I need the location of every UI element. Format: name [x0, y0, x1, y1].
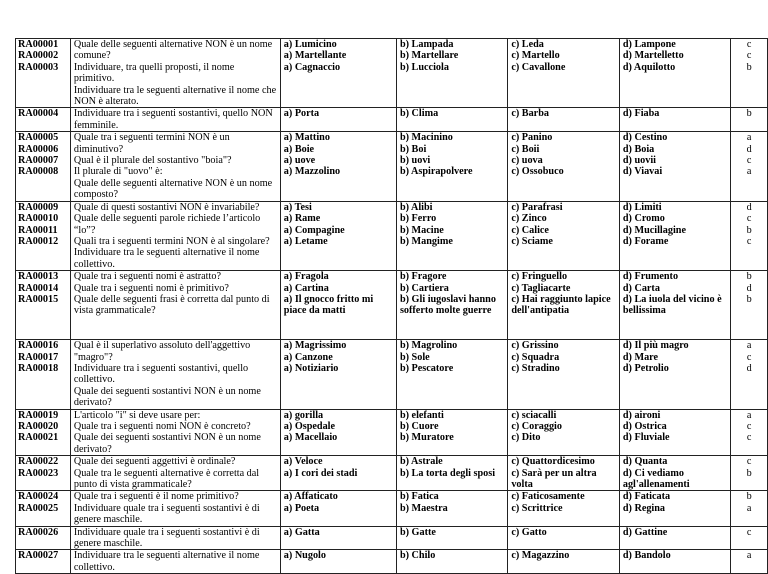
option-d: d) Faticata — [622, 491, 671, 503]
option-b-cell — [396, 550, 507, 574]
question-text: Quali tra i seguenti termini NON è al singolare? — [73, 235, 270, 247]
question-text-cell — [70, 271, 280, 340]
option-d: d) Bandolo — [622, 550, 671, 562]
answer-key: a — [746, 502, 752, 514]
option-a: a) Cagnaccio — [283, 61, 341, 73]
answer-key-cell — [731, 456, 768, 491]
option-b-cell — [396, 340, 507, 409]
question-group-row — [16, 201, 768, 270]
option-c-cell — [508, 550, 620, 574]
option-a: a) uove — [283, 155, 316, 167]
option-d: d) Mare — [622, 351, 659, 363]
question-text: Individuare tra le seguenti alternative il nome collettivo. — [73, 247, 260, 270]
option-c: c) Boii — [511, 143, 540, 155]
option-a-cell — [280, 550, 396, 574]
question-group-row — [16, 108, 768, 132]
option-a: a) Nugolo — [283, 550, 326, 562]
option-c-cell — [508, 108, 620, 132]
question-text: Quale tra i seguenti nomi è astratto? — [73, 271, 221, 283]
option-a: a) Letame — [283, 235, 328, 247]
option-d: d) Cromo — [622, 213, 665, 225]
answer-key: a — [746, 550, 752, 562]
option-d: d) Martelletto — [622, 50, 684, 62]
answer-key: a — [746, 166, 752, 178]
option-a-cell — [280, 340, 396, 409]
question-text: Quale tra i seguenti nomi NON è concreto? — [73, 420, 251, 432]
option-d: d) Frumento — [622, 271, 679, 283]
answer-key: c — [746, 213, 752, 225]
option-a: a) gorilla — [283, 409, 324, 421]
option-b: b) Magrolino — [399, 340, 458, 352]
question-code: RA00018 — [18, 362, 59, 374]
question-code-cell — [16, 526, 71, 550]
option-c: c) Zinco — [511, 213, 547, 225]
option-a: a) Gatta — [283, 526, 320, 538]
question-code: RA00015 — [18, 293, 59, 305]
option-a-cell — [280, 271, 396, 340]
option-c: c) uova — [511, 155, 543, 167]
question-text: Quale delle seguenti alternative NON è un nome comune? — [73, 39, 273, 62]
question-text-cell — [70, 456, 280, 491]
option-b-cell — [396, 132, 507, 201]
answer-key: b — [746, 271, 752, 283]
answer-key: c — [746, 235, 752, 247]
option-a: a) I cori dei stadi — [283, 467, 358, 479]
option-c: c) Cavallone — [511, 61, 566, 73]
question-text: Quale dei seguenti sostantivi NON è un nome derivato? — [73, 432, 261, 455]
question-text: Individuare tra le seguenti alternative il nome collettivo. — [73, 550, 260, 573]
option-d: d) Gattine — [622, 526, 668, 538]
question-code: RA00019 — [18, 409, 59, 421]
option-d-cell — [619, 409, 730, 456]
option-b-cell — [396, 491, 507, 526]
answer-key: a — [746, 409, 752, 421]
option-b: b) Macinino — [399, 132, 453, 144]
option-c: c) Stradino — [511, 362, 560, 374]
question-text: Quale delle seguenti frasi è corretta dal punto di vista grammaticale? — [73, 293, 270, 317]
question-code-cell — [16, 271, 71, 340]
question-code-cell — [16, 132, 71, 201]
option-d-cell — [619, 550, 730, 574]
answer-key-cell — [731, 108, 768, 132]
question-code: RA00025 — [18, 502, 59, 514]
question-text: Il plurale di "uovo" è: — [73, 166, 163, 178]
option-c: c) sciacalli — [511, 409, 557, 421]
answer-key-cell — [731, 340, 768, 409]
answer-key: c — [746, 420, 752, 432]
answer-key: a — [746, 132, 752, 144]
option-b: b) Maestra — [399, 502, 448, 514]
option-d: d) Limiti — [622, 201, 662, 213]
question-code: RA00009 — [18, 201, 59, 213]
question-text-cell — [70, 409, 280, 456]
option-d: d) Forame — [622, 235, 669, 247]
answer-key-cell — [731, 201, 768, 270]
option-c-cell — [508, 132, 620, 201]
option-a-cell — [280, 132, 396, 201]
option-a-cell — [280, 39, 396, 108]
option-b: b) Sole — [399, 351, 430, 363]
answer-key: c — [746, 155, 752, 167]
option-d: d) Boia — [622, 143, 655, 155]
option-d: d) uovii — [622, 155, 656, 167]
question-code-cell — [16, 39, 71, 108]
question-text: Individuare, tra quelli proposti, il nome primitivo. — [73, 61, 235, 85]
option-b-cell — [396, 456, 507, 491]
option-c-cell — [508, 201, 620, 270]
question-code-cell — [16, 340, 71, 409]
question-code: RA00006 — [18, 143, 59, 155]
question-text-cell — [70, 550, 280, 574]
question-text-cell — [70, 201, 280, 270]
question-code: RA00021 — [18, 432, 59, 444]
question-code-cell — [16, 201, 71, 270]
question-code: RA00004 — [18, 108, 59, 120]
option-c: c) Faticosamente — [511, 491, 585, 503]
option-b: b) Muratore — [399, 432, 454, 444]
option-a: a) Lumicino — [283, 39, 337, 50]
question-code: RA00001 — [18, 39, 59, 50]
answer-key-cell — [731, 271, 768, 340]
option-b: b) Macine — [399, 224, 444, 236]
question-code-cell — [16, 409, 71, 456]
option-b: b) Aspirapolvere — [399, 166, 473, 178]
question-text: Qual è il plurale del sostantivo "boia"? — [73, 155, 232, 167]
answer-key: c — [746, 456, 752, 468]
question-text-cell — [70, 526, 280, 550]
option-a-cell — [280, 108, 396, 132]
option-b: b) Ferro — [399, 213, 437, 225]
option-b-cell — [396, 526, 507, 550]
option-b: b) elefanti — [399, 409, 444, 421]
option-c: c) Barba — [511, 108, 549, 120]
question-text: Quale delle seguenti parole richiede l’articolo “lo”? — [73, 213, 261, 236]
question-code: RA00008 — [18, 166, 59, 178]
option-b: b) Gli iugoslavi hanno sofferto molte guerre — [399, 293, 496, 317]
option-a: a) Porta — [283, 108, 320, 120]
question-text-cell — [70, 39, 280, 108]
answer-key-cell — [731, 132, 768, 201]
question-code-cell — [16, 108, 71, 132]
option-c: c) Squadra — [511, 351, 560, 363]
answer-key: c — [746, 526, 752, 538]
option-b: b) Fatica — [399, 491, 439, 503]
option-d-cell — [619, 271, 730, 340]
option-a: a) Cartina — [283, 282, 329, 294]
answer-key: b — [746, 108, 752, 120]
option-d-cell — [619, 132, 730, 201]
question-text: Individuare quale tra i seguenti sostantivi è di genere maschile. — [73, 502, 260, 526]
question-text-cell — [70, 132, 280, 201]
option-a: a) Veloce — [283, 456, 323, 468]
option-d-cell — [619, 491, 730, 526]
option-c: c) Martello — [511, 50, 560, 62]
option-a: a) Martellante — [283, 50, 347, 62]
option-d: d) Regina — [622, 502, 666, 514]
question-text: Quale dei seguenti sostantivi NON è un nome derivato? — [73, 385, 261, 409]
option-b: b) Astrale — [399, 456, 443, 468]
option-c: c) Hai raggiunto lapice dell'antipatia — [511, 293, 611, 317]
option-b: b) Boi — [399, 143, 427, 155]
option-c: c) Gatto — [511, 526, 547, 538]
option-d: d) Lampone — [622, 39, 676, 50]
question-text: Quale tra i seguenti termini NON è un diminutivo? — [73, 132, 230, 155]
option-d: d) Aquilotto — [622, 61, 676, 73]
option-a: a) Magrissimo — [283, 340, 347, 352]
option-b-cell — [396, 108, 507, 132]
question-group-row — [16, 409, 768, 456]
answer-key-cell — [731, 526, 768, 550]
option-d: d) Ostrica — [622, 420, 667, 432]
option-c: c) Parafrasi — [511, 201, 563, 213]
option-d: d) Il più magro — [622, 340, 689, 352]
option-b: b) Martellare — [399, 50, 459, 62]
answer-key: d — [746, 362, 752, 374]
question-code-cell — [16, 491, 71, 526]
option-b: b) Alibi — [399, 201, 433, 213]
option-b: b) Lampada — [399, 39, 454, 50]
option-c-cell — [508, 409, 620, 456]
question-text-cell — [70, 491, 280, 526]
answer-key-cell — [731, 39, 768, 108]
option-a: a) Poeta — [283, 502, 320, 514]
question-code: RA00011 — [18, 224, 58, 236]
question-group-row — [16, 526, 768, 550]
option-a: a) Notiziario — [283, 362, 339, 374]
question-code: RA00027 — [18, 550, 59, 562]
option-b: b) Lucciola — [399, 61, 449, 73]
option-a: a) Ospedale — [283, 420, 336, 432]
option-c: c) Magazzino — [511, 550, 570, 562]
option-a-cell — [280, 526, 396, 550]
question-code: RA00014 — [18, 282, 59, 294]
option-a: a) Macellaio — [283, 432, 338, 444]
option-a: a) Mazzolino — [283, 166, 341, 178]
option-d-cell — [619, 526, 730, 550]
question-code: RA00003 — [18, 61, 59, 73]
option-c-cell — [508, 340, 620, 409]
answer-key-cell — [731, 491, 768, 526]
option-d: d) Petrolio — [622, 362, 669, 374]
question-group-row — [16, 491, 768, 526]
question-code: RA00023 — [18, 467, 59, 479]
option-c: c) Scrittrice — [511, 502, 563, 514]
option-d-cell — [619, 108, 730, 132]
answer-key: a — [746, 340, 752, 352]
option-c: c) Ossobuco — [511, 166, 564, 178]
option-c: c) Sciame — [511, 235, 553, 247]
option-a: a) Tesi — [283, 201, 312, 213]
question-text: Quale dei seguenti aggettivi è ordinale? — [73, 456, 236, 468]
answer-key: d — [746, 282, 752, 294]
question-text: Quale tra i seguenti è il nome primitivo? — [73, 491, 239, 503]
question-code: RA00017 — [18, 351, 59, 363]
option-c-cell — [508, 271, 620, 340]
option-c: c) Grissino — [511, 340, 559, 352]
option-d: d) aironi — [622, 409, 661, 421]
option-b-cell — [396, 39, 507, 108]
option-b: b) Cuore — [399, 420, 439, 432]
option-a-cell — [280, 456, 396, 491]
option-d: d) Viavai — [622, 166, 663, 178]
option-b: b) Clima — [399, 108, 439, 120]
option-d: d) Carta — [622, 282, 660, 294]
question-code-cell — [16, 550, 71, 574]
option-d: d) Mucillagine — [622, 224, 686, 236]
option-b: b) Chilo — [399, 550, 436, 562]
option-b: b) Mangime — [399, 235, 453, 247]
question-text: Quale delle seguenti alternative NON è un nome composto? — [73, 177, 273, 201]
option-a: a) Boie — [283, 143, 315, 155]
option-a: a) Canzone — [283, 351, 333, 363]
question-code: RA00010 — [18, 213, 59, 225]
option-b-cell — [396, 201, 507, 270]
option-c: c) Panino — [511, 132, 553, 144]
question-code: RA00007 — [18, 155, 59, 167]
option-d-cell — [619, 201, 730, 270]
option-a: a) Affaticato — [283, 491, 338, 503]
option-b: b) uovi — [399, 155, 431, 167]
question-group-row — [16, 271, 768, 340]
answer-key: d — [746, 201, 752, 213]
question-text: Quale tra le seguenti alternative è corretta dal punto di vista grammaticale? — [73, 467, 260, 490]
option-b-cell — [396, 409, 507, 456]
question-text: Individuare tra i seguenti sostantivi, quello collettivo. — [73, 362, 249, 386]
answer-key: c — [746, 432, 752, 444]
option-d: d) Cestino — [622, 132, 668, 144]
question-group-row — [16, 340, 768, 409]
question-text: Quale tra i seguenti nomi è primitivo? — [73, 282, 229, 294]
answer-key: b — [746, 61, 752, 73]
question-code: RA00016 — [18, 340, 59, 352]
option-c-cell — [508, 491, 620, 526]
option-c-cell — [508, 39, 620, 108]
quiz-table — [15, 38, 768, 574]
option-a: a) Compagine — [283, 224, 345, 236]
answer-key: b — [746, 491, 752, 503]
question-text: Quale di questi sostantivi NON è invariabile? — [73, 201, 260, 213]
option-d-cell — [619, 340, 730, 409]
question-text: Individuare quale tra i seguenti sostantivi è di genere maschile. — [73, 526, 260, 550]
question-code: RA00020 — [18, 420, 59, 432]
option-c: c) Tagliacarte — [511, 282, 571, 294]
option-c-cell — [508, 456, 620, 491]
question-text-cell — [70, 340, 280, 409]
answer-key: b — [746, 467, 752, 479]
option-b: b) Pescatore — [399, 362, 454, 374]
question-text: Qual è il superlativo assoluto dell'aggettivo "magro"? — [73, 340, 251, 363]
option-c: c) Dito — [511, 432, 541, 444]
question-code: RA00022 — [18, 456, 59, 468]
answer-key: c — [746, 50, 752, 62]
question-text: Individuare tra i seguenti sostantivi, quello NON femminile. — [73, 108, 273, 131]
option-d: d) Fluviale — [622, 432, 670, 444]
option-d: d) Fiaba — [622, 108, 660, 120]
answer-key: c — [746, 39, 752, 50]
option-b: b) Fragore — [399, 271, 447, 283]
answer-key: d — [746, 143, 752, 155]
option-b: b) Gatte — [399, 526, 436, 538]
option-a: a) Fragola — [283, 271, 329, 283]
question-group-row — [16, 456, 768, 491]
option-b: b) La torta degli sposi — [399, 467, 496, 479]
option-a-cell — [280, 201, 396, 270]
question-code: RA00013 — [18, 271, 59, 283]
answer-key: b — [746, 224, 752, 236]
quiz-table-body — [16, 39, 768, 574]
option-a-cell — [280, 491, 396, 526]
option-d: d) Quanta — [622, 456, 668, 468]
option-a: a) Il gnocco fritto mi piace da matti — [283, 293, 374, 317]
question-code: RA00024 — [18, 491, 59, 503]
question-code: RA00012 — [18, 235, 59, 247]
option-c: c) Sarà per un altra volta — [511, 467, 597, 490]
question-code: RA00002 — [18, 50, 59, 62]
option-c: c) Calice — [511, 224, 549, 236]
option-c: c) Coraggio — [511, 420, 562, 432]
question-text: Individuare tra le seguenti alternative il nome che NON è alterato. — [73, 84, 277, 108]
option-d: d) La iuola del vicino è bellissima — [622, 293, 722, 317]
option-c: c) Leda — [511, 39, 544, 50]
option-c-cell — [508, 526, 620, 550]
question-code-cell — [16, 456, 71, 491]
option-d: d) Ci vediamo agl'allenamenti — [622, 467, 690, 490]
question-code: RA00005 — [18, 132, 59, 144]
option-a-cell — [280, 409, 396, 456]
option-c: c) Quattordicesimo — [511, 456, 595, 468]
answer-key-cell — [731, 409, 768, 456]
option-d-cell — [619, 456, 730, 491]
answer-key: b — [746, 293, 752, 305]
option-a: a) Rame — [283, 213, 321, 225]
question-code: RA00026 — [18, 526, 59, 538]
option-c: c) Fringuello — [511, 271, 568, 283]
option-d-cell — [619, 39, 730, 108]
question-text-cell — [70, 108, 280, 132]
answer-key: c — [746, 351, 752, 363]
option-b-cell — [396, 271, 507, 340]
question-text: L'articolo "i" si deve usare per: — [73, 409, 201, 421]
question-group-row — [16, 132, 768, 201]
option-b: b) Cartiera — [399, 282, 449, 294]
option-a: a) Mattino — [283, 132, 330, 144]
question-group-row — [16, 39, 768, 108]
answer-key-cell — [731, 550, 768, 574]
question-group-row — [16, 550, 768, 574]
